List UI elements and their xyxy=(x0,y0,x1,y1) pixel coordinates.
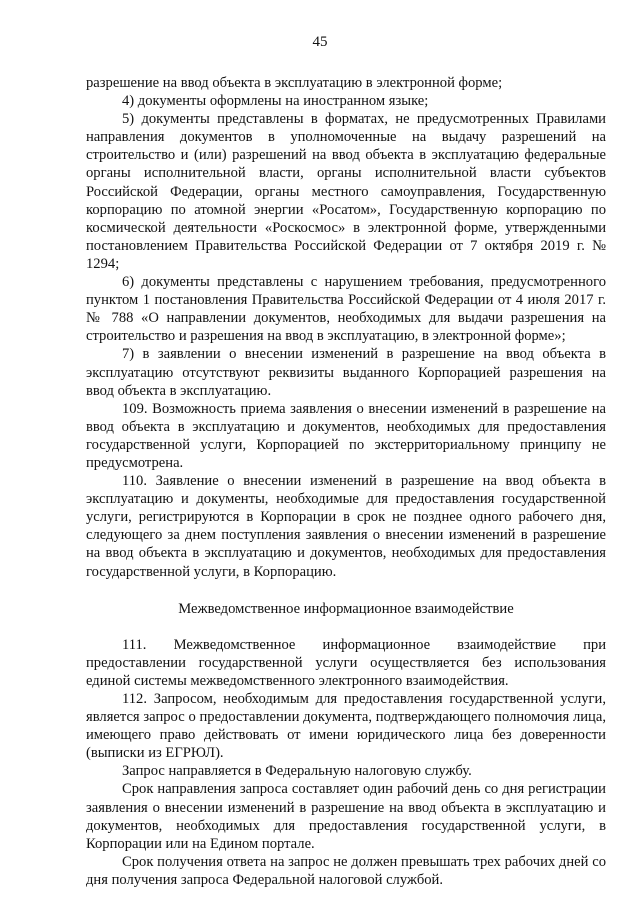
page-body xyxy=(86,74,606,889)
clause-110: 110. Заявление о внесении изменений в разрешение на ввод объекта в эксплуатацию и документы, необходимые для предоставления государственной услуги, регистрируются в Корпорации в срок не позднее одного рабочего дня, следующего за днем поступления заявления о внесении изменений в разрешение на ввод объекта в эксплуатацию и документов, необходимых для предоставления государственной услуги, в Корпорацию. xyxy=(86,473,606,580)
paragraph-request-sent: Запрос направляется в Федеральную налоговую службу. xyxy=(122,763,472,780)
clause-109: 109. Возможность приема заявления о внесении изменений в разрешение на ввод объекта в эксплуатацию и документов, необходимых для предоставления государственной услуги, Корпорацией по экстерриториальному принципу не предусмотрена. xyxy=(86,400,606,471)
paragraph-response-deadline: Срок получения ответа на запрос не должен превышать трех рабочих дней со дня получения запроса Федеральной налоговой службой. xyxy=(86,853,606,888)
list-item-7: 7) в заявлении о внесении изменений в разрешение на ввод объекта в эксплуатацию отсутствуют реквизиты выданного Корпорацией разрешения на ввод объекта в эксплуатацию. xyxy=(86,346,606,399)
list-item-6: 6) документы представлены с нарушением требования, предусмотренного пунктом 1 постановления Правительства Российской Федерации от 4 июля 2017 г. № 788 «О направлении документов, необходимых для выдачи разрешения на строительство и разрешения на ввод в эксплуатацию, в электронной форме»; xyxy=(86,274,606,345)
list-item-5: 5) документы представлены в форматах, не предусмотренных Правилами направления документов в уполномоченные на выдачу разрешений на строительство и (или) разрешений на ввод объекта в эксплуатацию федеральные органы исполнительной власти, органы исполнительной власти субъектов Российской Федерации, органы местного самоуправления, Государственную корпорацию по атомной энергии «Росатом», Государственную корпорацию по космической деятельности «Роскосмос» в электронной форме, утвержденными постановлением Правительства Российской Федерации от 7 октября 2019 г. № 1294; xyxy=(86,111,606,272)
paragraphs-after-heading xyxy=(86,636,606,889)
section-heading: Межведомственное информационное взаимодействие xyxy=(178,600,514,617)
clause-112: 112. Запросом, необходимым для предоставления государственной услуги, является запрос о предоставлении документа, подтверждающего полномочия лица, имеющего право действовать от имени юридического лица без доверенности (выписки из ЕГРЮЛ). xyxy=(86,691,606,762)
clause-111: 111. Межведомственное информационное взаимодействие при предоставлении государственной услуги осуществляется без использования единой системы межведомственного электронного взаимодействия. xyxy=(86,636,606,689)
list-item-4: 4) документы оформлены на иностранном языке; xyxy=(122,93,429,110)
paragraph-request-deadline: Срок направления запроса составляет один рабочий день со дня регистрации заявления о внесении изменений в разрешение на ввод объекта в эксплуатацию и документов, необходимых для предоставления государственной услуги, в Корпорации или на Едином портале. xyxy=(86,781,606,852)
paragraph-continuation: разрешение на ввод объекта в эксплуатацию в электронной форме; xyxy=(86,75,503,91)
page-number: 45 xyxy=(312,34,328,50)
paragraphs-before-heading xyxy=(86,74,606,581)
